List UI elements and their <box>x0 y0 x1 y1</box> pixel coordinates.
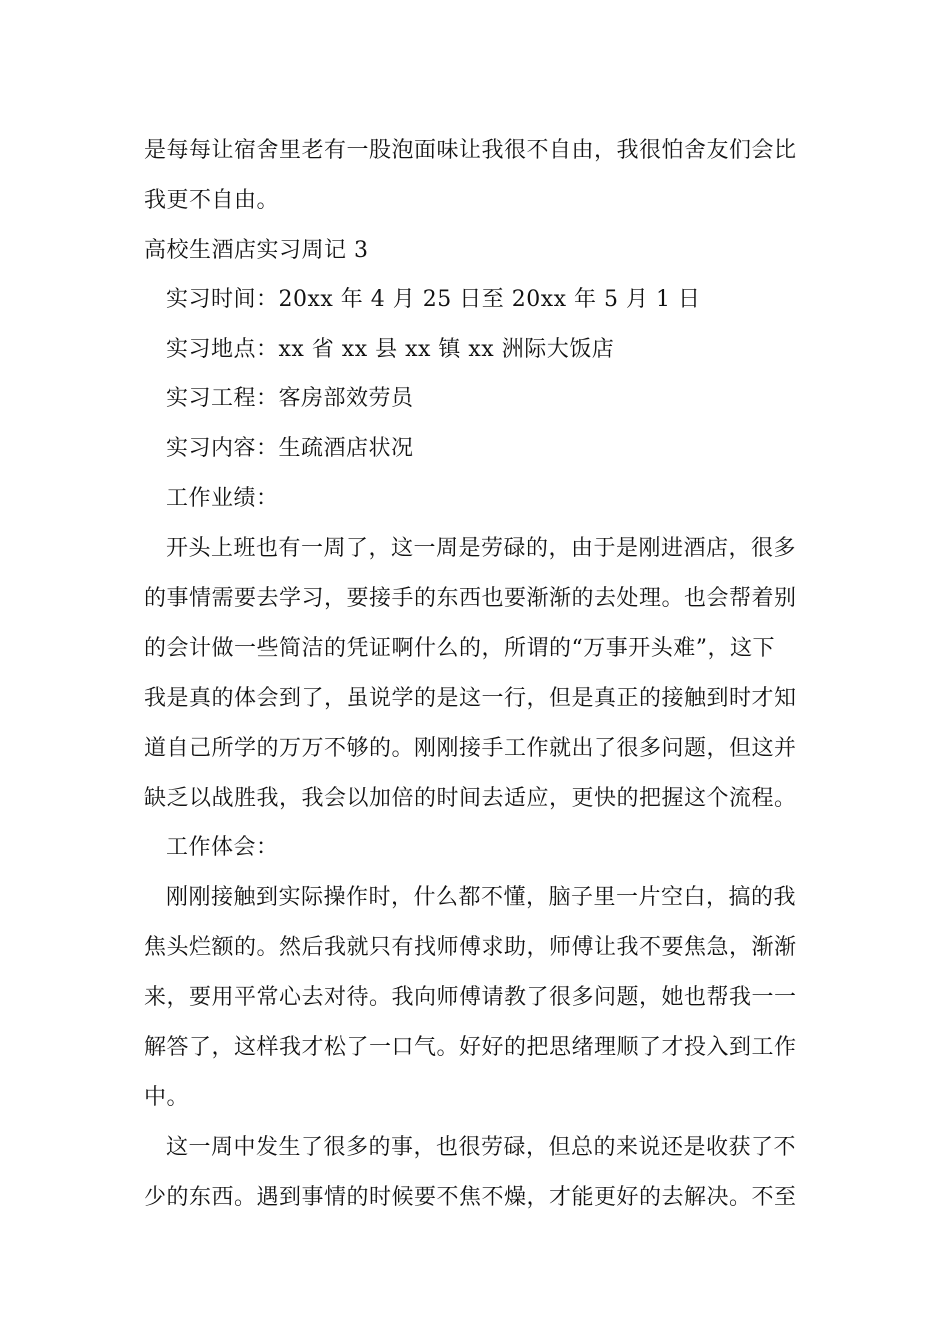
text-line: 少的东西。遇到事情的时候要不焦不燥，才能更好的去解决。不至 <box>144 1185 797 1210</box>
text-line: 刚刚接触到实际操作时，什么都不懂，脑子里一片空白，搞的我 <box>166 885 797 910</box>
text-line: 道自己所学的万万不够的。刚刚接手工作就出了很多问题，但这并 <box>144 736 797 761</box>
text-line: 的会计做一些简洁的凭证啊什么的，所谓的“万事开头难”，这下 <box>144 636 775 661</box>
text-line: 来，要用平常心去对待。我向师傅请教了很多问题，她也帮我一一 <box>144 985 797 1010</box>
text-line: 焦头烂额的。然后我就只有找师傅求助，师傅让我不要焦急，渐渐 <box>144 935 797 960</box>
text-line: 我是真的体会到了，虽说学的是这一行，但是真正的接触到时才知 <box>144 686 797 711</box>
text-line: 这一周中发生了很多的事，也很劳碌，但总的来说还是收获了不 <box>166 1135 797 1160</box>
info-project: 实习工程：客房部效劳员 <box>166 386 414 411</box>
text-line: 解答了，这样我才松了一口气。好好的把思绪理顺了才投入到工作 <box>144 1035 797 1060</box>
info-location: 实习地点：xx 省 xx 县 xx 镇 xx 洲际大饭店 <box>166 337 615 362</box>
text-line: 是每每让宿舍里老有一股泡面味让我很不自由，我很怕舍友们会比 <box>144 138 797 163</box>
text-line: 中。 <box>144 1085 190 1110</box>
text-line: 的事情需要去学习，要接手的东西也要渐渐的去处理。也会帮着别 <box>144 586 797 611</box>
text-line: 缺乏以战胜我，我会以加倍的时间去适应，更快的把握这个流程。 <box>144 786 797 811</box>
subheading-performance: 工作业绩： <box>166 486 279 511</box>
section-heading: 高校生酒店实习周记 3 <box>144 238 369 263</box>
info-content: 实习内容：生疏酒店状况 <box>166 436 414 461</box>
subheading-experience: 工作体会： <box>166 835 279 860</box>
info-time: 实习时间：20xx 年 4 月 25 日至 20xx 年 5 月 1 日 <box>166 287 701 312</box>
text-line: 我更不自由。 <box>144 188 280 213</box>
text-line: 开头上班也有一周了，这一周是劳碌的，由于是刚进酒店，很多 <box>166 536 797 561</box>
